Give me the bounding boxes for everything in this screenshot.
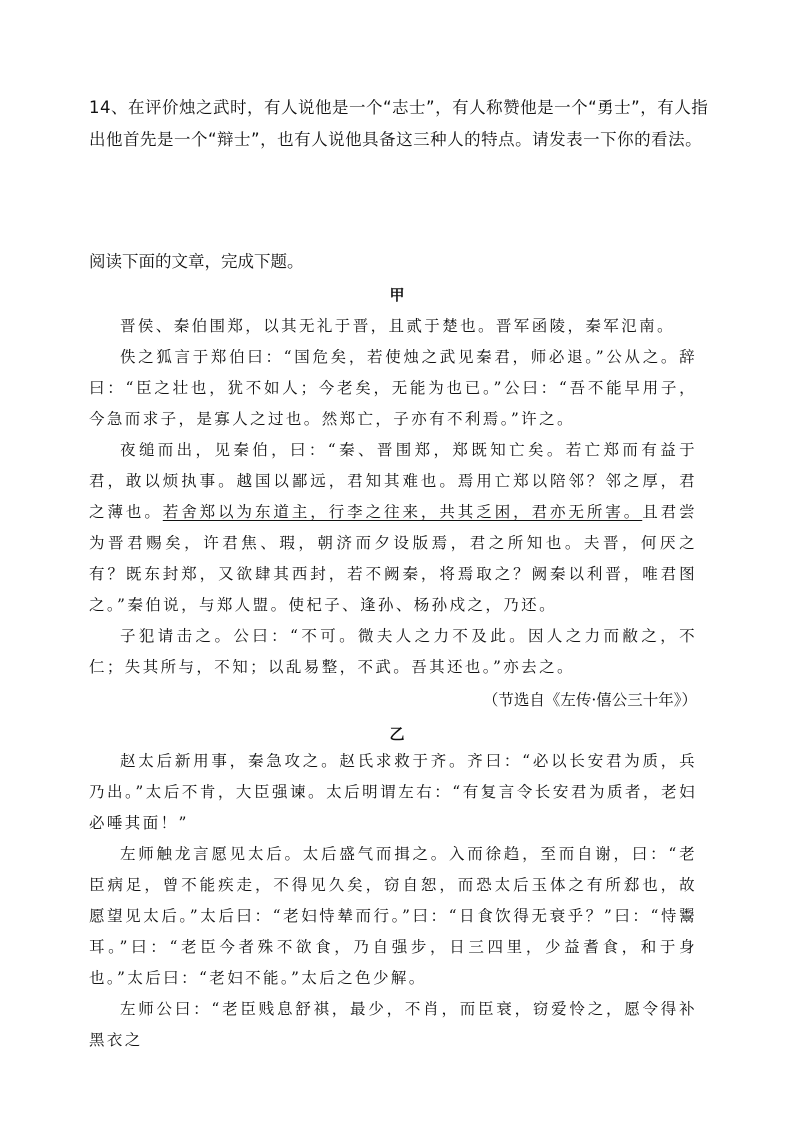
question-14: 14、在评价烛之武时，有人说他是一个“志士”，有人称赞他是一个“勇士”，有人指出他首先是一个“辩士”，也有人说他具备这三种人的特点。请发表一下你的看法。 xyxy=(89,98,709,149)
passage-a-p3-start: 夜缒而出，见秦伯，曰：“秦、晋围郑，郑既知亡矣。若亡郑而有益于君，敢以烦执事。越国以鄙远，君知其难也。焉用亡郑以陪邻？邻之厚，君之薄也。 xyxy=(89,441,697,521)
passage-a-p3-end: 且君尝为晋君赐矣，许君焦、瑕，朝济而夕设版焉，君之所知也。夫晋，何厌之有？既东封郑，又欲肆其西封，若不阙秦，将焉取之？阙秦以利晋，唯君图之。”秦伯说，与郑人盟。使杞子、逢孙、杨孙戍之，乃还。 xyxy=(89,503,697,614)
passage-a-paragraph-4: 子犯请击之。公曰：“不可。微夫人之力不及此。因人之力而敝之，不仁；失其所与，不知；以乱易整，不武。吾其还也。”亦去之。 xyxy=(89,627,697,676)
passage-b-heading: 乙 xyxy=(389,725,405,743)
reading-instruction: 阅读下面的文章，完成下题。 xyxy=(89,252,304,271)
passage-a-paragraph-3 xyxy=(89,435,697,621)
passage-a-source: （节选自《左传·僖公三十年》） xyxy=(482,691,697,709)
underlined-sentence: 若舍郑以为东道主，行李之往来，共其乏困，君亦无所害。 xyxy=(162,503,643,521)
passage-b xyxy=(89,746,697,1056)
passage-b-paragraph-2: 左师触龙言愿见太后。太后盛气而揖之。入而徐趋，至而自谢，曰：“老臣病足，曾不能疾走，不得见久矣，窃自恕，而恐太后玉体之有所郄也，故愿望见太后。”太后曰：“老妇恃辇而行。”曰：“日食饮得无衰乎？”曰：“恃鬻耳。”曰：“老臣今者殊不欲食，乃自强步，日三四里，少益耆食，和于身也。”太后曰：“老妇不能。”太后之色少解。 xyxy=(89,845,697,987)
passage-a-heading: 甲 xyxy=(389,286,405,304)
passage-b-paragraph-3: 左师公曰：“老臣贱息舒祺，最少，不肖，而臣衰，窃爱怜之，愿令得补黑衣之 xyxy=(89,1000,697,1049)
passage-a-paragraph-1: 晋侯、秦伯围郑，以其无礼于晋，且贰于楚也。晋军函陵，秦军氾南。 xyxy=(120,317,675,335)
passage-b-paragraph-1: 赵太后新用事，秦急攻之。赵氏求救于齐。齐曰：“必以长安君为质，兵乃出。”太后不肯，大臣强谏。太后明谓左右：“有复言令长安君为质者，老妇必唾其面！” xyxy=(89,752,697,832)
passage-a xyxy=(89,311,697,683)
passage-a-paragraph-2: 佚之狐言于郑伯曰：“国危矣，若使烛之武见秦君，师必退。”公从之。辞曰：“臣之壮也，犹不如人；今老矣，无能为也已。”公曰：“吾不能早用子，今急而求子，是寡人之过也。然郑亡，子亦有不利焉。”许之。 xyxy=(89,348,697,428)
